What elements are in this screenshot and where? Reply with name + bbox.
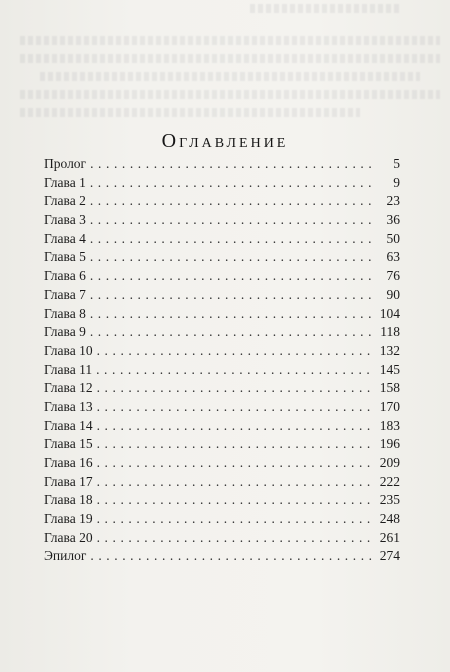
toc-entry-page: 5: [393, 156, 400, 171]
toc-entry-leader: [90, 192, 374, 211]
toc-entry-leader: [90, 547, 374, 566]
show-through-text: [20, 36, 440, 45]
toc-entry: [44, 323, 400, 342]
toc-entry-label: Эпилог: [44, 548, 87, 564]
toc-entry-leader: [90, 248, 374, 267]
toc-entry-label: Глава 17: [44, 473, 93, 489]
toc-entry-leader: [90, 267, 374, 286]
toc-entry-leader: [97, 379, 374, 398]
toc-entry-label: Глава 20: [44, 529, 93, 545]
toc-entry-page: 209: [379, 455, 400, 470]
toc-entry-page: 118: [380, 324, 400, 340]
show-through-text: [20, 54, 440, 63]
toc-entry: [44, 286, 400, 305]
toc-entry-label: Глава 18: [44, 492, 93, 508]
toc-entry: [44, 491, 400, 510]
show-through-text: [20, 90, 440, 99]
toc-entry-leader: [97, 417, 374, 436]
toc-entry-leader: [97, 398, 374, 417]
toc-entry: [44, 342, 400, 361]
toc-entry-leader: [97, 510, 374, 529]
toc-entry-leader: [90, 211, 374, 230]
toc-entry-label: Глава 13: [44, 398, 93, 414]
toc-entry-leader: [97, 435, 374, 454]
toc-entry-label: Глава 16: [44, 455, 93, 470]
toc-entry-page: 50: [386, 230, 400, 246]
toc-entry-leader: [97, 342, 374, 361]
toc-entry: [44, 361, 400, 380]
toc-entry-page: 248: [379, 511, 400, 527]
toc-entry-label: Глава 8: [44, 305, 86, 321]
toc-entry-page: 274: [379, 548, 400, 564]
toc-entry-page: 170: [379, 398, 400, 414]
toc-entry-leader: [97, 454, 374, 473]
toc-entry-page: 104: [379, 305, 400, 321]
toc-entry-label: Глава 9: [44, 324, 86, 340]
toc-entry-leader: [96, 361, 374, 380]
toc-entry: [44, 510, 400, 529]
toc-entry-leader: [97, 473, 374, 492]
toc-entry-page: 132: [379, 342, 400, 358]
toc-entry-label: Глава 2: [44, 193, 86, 209]
toc-entry: [44, 211, 400, 230]
toc-entry-label: Глава 1: [44, 174, 86, 190]
toc-entry-label: Глава 7: [44, 286, 86, 302]
toc-entry-leader: [90, 155, 374, 174]
toc-entry-label: Глава 3: [44, 212, 86, 228]
toc-entry-label: Глава 11: [44, 361, 93, 377]
toc-entry-page: 145: [379, 361, 400, 377]
toc-entry-label: Глава 4: [44, 230, 86, 246]
toc-entry-label: Глава 15: [44, 436, 93, 452]
toc-entry: [44, 417, 400, 436]
toc-entry: [44, 230, 400, 249]
show-through-text: [20, 108, 360, 117]
toc-entry-label: Глава 14: [44, 417, 93, 433]
toc-entry: [44, 454, 400, 473]
toc-entry-label: Глава 6: [44, 268, 86, 284]
toc-entry-leader: [97, 529, 374, 548]
toc-entry-label: Глава 10: [44, 342, 93, 358]
toc-entry: [44, 267, 400, 286]
toc-entry-label: Глава 5: [44, 249, 86, 265]
toc-entry-page: 76: [386, 268, 400, 284]
toc-entry-page: 183: [379, 417, 400, 433]
toc-entry-leader: [90, 305, 374, 324]
toc-entry: [44, 398, 400, 417]
toc-entry: [44, 305, 400, 324]
toc-entry-label: Глава 19: [44, 511, 93, 527]
toc-entry-leader: [90, 286, 374, 305]
toc-entry-leader: [90, 174, 374, 193]
toc-entry: [44, 547, 400, 566]
toc-entry-page: 9: [393, 174, 400, 190]
toc-entry-page: 36: [386, 212, 400, 228]
toc-entry-label: Глава 12: [44, 380, 93, 396]
toc-entry-page: 261: [379, 529, 400, 545]
toc-entry-leader: [90, 230, 374, 249]
toc-entry: [44, 529, 400, 548]
toc-entry-page: 63: [386, 249, 400, 265]
toc-entry: [44, 379, 400, 398]
toc-entry: [44, 473, 400, 492]
toc-entry-leader: [90, 323, 374, 342]
toc-entry-page: 90: [386, 286, 400, 302]
toc-entry-page: 23: [386, 193, 400, 209]
toc-entry: [44, 192, 400, 211]
show-through-text: [40, 72, 420, 81]
toc-entry-label: Пролог: [44, 156, 87, 171]
toc-entry-page: 235: [379, 492, 400, 508]
toc-entry-page: 222: [379, 473, 400, 489]
toc-entry-leader: [97, 491, 374, 510]
toc-entry: [44, 435, 400, 454]
toc-entry-page: 158: [379, 380, 400, 396]
toc-entry: [44, 155, 400, 174]
toc-entry: [44, 174, 400, 193]
toc-title: Оглавление: [161, 130, 289, 153]
toc-entry: [44, 248, 400, 267]
show-through-text: [250, 4, 400, 13]
toc-entry-page: 196: [379, 436, 400, 452]
table-of-contents: [44, 155, 400, 566]
